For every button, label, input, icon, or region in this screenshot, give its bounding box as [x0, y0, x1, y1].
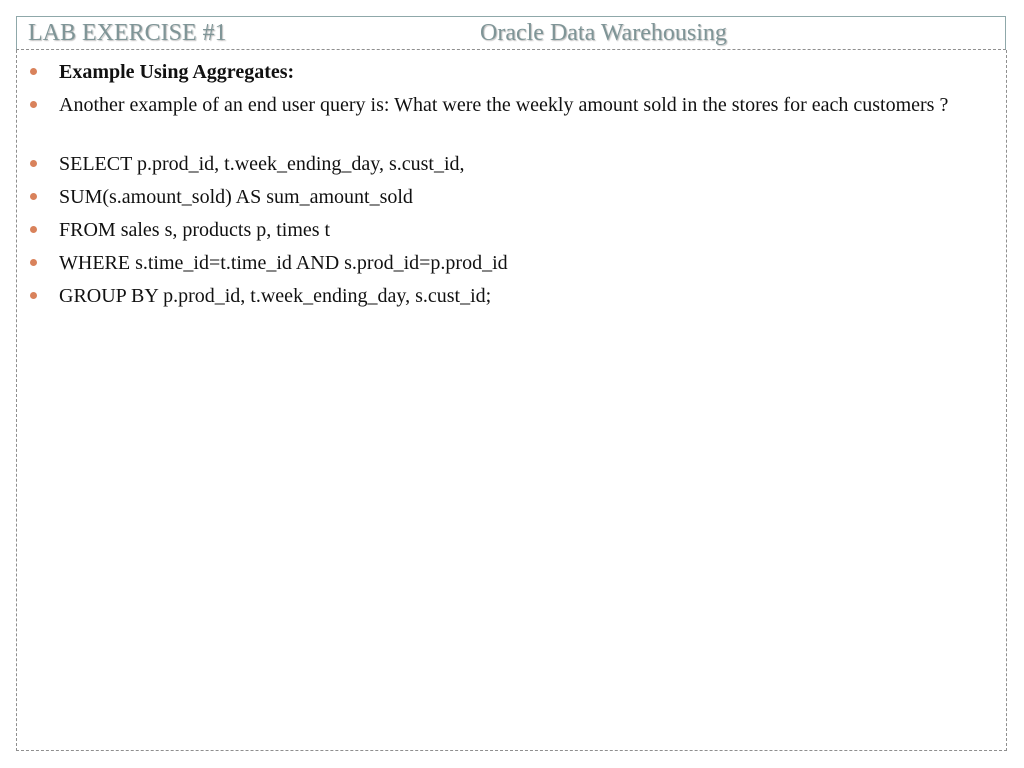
list-item: [17, 91, 977, 119]
content-area: [16, 50, 1007, 751]
list-item: [17, 249, 977, 277]
bullet-text: WHERE s.time_id=t.time_id AND s.prod_id=p.prod_id: [59, 252, 508, 274]
bullet-dot-icon: [30, 160, 37, 167]
list-item: [17, 58, 977, 86]
bullet-dot-icon: [30, 68, 37, 75]
list-item: [17, 216, 977, 244]
bullet-text: GROUP BY p.prod_id, t.week_ending_day, s.cust_id;: [59, 285, 492, 307]
course-title: Oracle Data Warehousing: [480, 20, 727, 46]
bullet-text: Example Using Aggregates:: [59, 61, 295, 83]
bullet-dot-icon: [30, 101, 37, 108]
bullet-dot-icon: [30, 292, 37, 299]
list-item: [17, 282, 977, 310]
bullet-text: FROM sales s, products p, times t: [59, 219, 331, 241]
bullet-dot-icon: [30, 259, 37, 266]
bullet-dot-icon: [30, 226, 37, 233]
list-item: [17, 150, 977, 178]
bullet-dot-icon: [30, 193, 37, 200]
lab-title: LAB EXERCISE #1: [28, 20, 227, 46]
bullet-list: [17, 58, 977, 315]
bullet-text: SUM(s.amount_sold) AS sum_amount_sold: [59, 186, 413, 208]
spacer: [17, 124, 977, 150]
title-bar: [16, 16, 1006, 50]
bullet-text: SELECT p.prod_id, t.week_ending_day, s.cust_id,: [59, 153, 465, 175]
bullet-text: Another example of an end user query is: What were the weekly amount sold in the stores for each customers ?: [59, 94, 949, 116]
list-item: [17, 183, 977, 211]
